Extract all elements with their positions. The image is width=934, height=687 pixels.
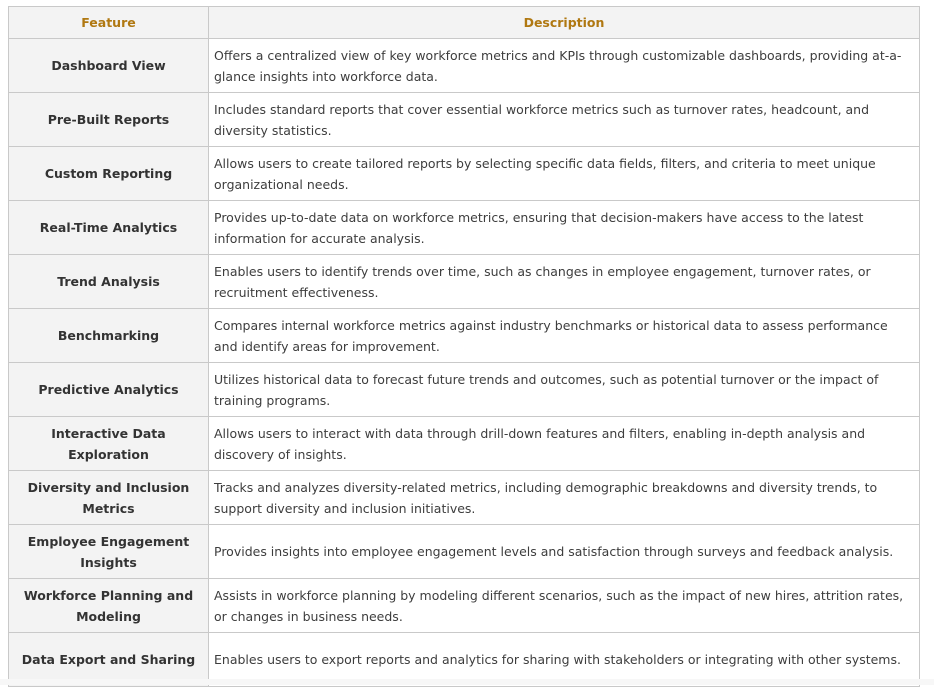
description-cell: Enables users to export reports and analytics for sharing with stakeholders or integrating with other systems. — [209, 633, 920, 687]
features-table — [8, 6, 920, 687]
feature-cell: Real-Time Analytics — [9, 201, 209, 255]
description-cell: Tracks and analyzes diversity-related metrics, including demographic breakdowns and diversity trends, to support diversity and inclusion initiatives. — [209, 471, 920, 525]
description-cell: Utilizes historical data to forecast future trends and outcomes, such as potential turnover or the impact of training programs. — [209, 363, 920, 417]
feature-cell: Workforce Planning and Modeling — [9, 579, 209, 633]
table-row — [9, 201, 920, 255]
description-cell: Provides insights into employee engagement levels and satisfaction through surveys and feedback analysis. — [209, 525, 920, 579]
description-cell: Allows users to interact with data through drill-down features and filters, enabling in-depth analysis and discovery of insights. — [209, 417, 920, 471]
table-row — [9, 255, 920, 309]
description-cell: Provides up-to-date data on workforce metrics, ensuring that decision-makers have access to the latest information for accurate analysis. — [209, 201, 920, 255]
table-row — [9, 93, 920, 147]
feature-column-header: Feature — [9, 7, 209, 39]
table-header-row — [9, 7, 920, 39]
description-cell: Assists in workforce planning by modeling different scenarios, such as the impact of new hires, attrition rates, or changes in business needs. — [209, 579, 920, 633]
feature-cell: Benchmarking — [9, 309, 209, 363]
table-row — [9, 471, 920, 525]
feature-cell: Pre-Built Reports — [9, 93, 209, 147]
feature-cell: Trend Analysis — [9, 255, 209, 309]
description-cell: Compares internal workforce metrics against industry benchmarks or historical data to assess performance and identify areas for improvement. — [209, 309, 920, 363]
table-row — [9, 363, 920, 417]
table-row — [9, 417, 920, 471]
description-column-header: Description — [209, 7, 920, 39]
feature-cell: Predictive Analytics — [9, 363, 209, 417]
feature-cell: Diversity and Inclusion Metrics — [9, 471, 209, 525]
table-row — [9, 309, 920, 363]
features-table-container — [8, 6, 919, 687]
description-cell: Includes standard reports that cover essential workforce metrics such as turnover rates, headcount, and diversity statistics. — [209, 93, 920, 147]
table-row — [9, 39, 920, 93]
table-row — [9, 525, 920, 579]
feature-cell: Dashboard View — [9, 39, 209, 93]
feature-cell: Interactive Data Exploration — [9, 417, 209, 471]
feature-cell: Custom Reporting — [9, 147, 209, 201]
table-row — [9, 147, 920, 201]
page-bottom-strip — [0, 679, 934, 685]
description-cell: Offers a centralized view of key workforce metrics and KPIs through customizable dashboards, providing at-a-glance insights into workforce data. — [209, 39, 920, 93]
description-cell: Allows users to create tailored reports by selecting specific data fields, filters, and criteria to meet unique organizational needs. — [209, 147, 920, 201]
feature-cell: Data Export and Sharing — [9, 633, 209, 687]
description-cell: Enables users to identify trends over time, such as changes in employee engagement, turnover rates, or recruitment effectiveness. — [209, 255, 920, 309]
feature-cell: Employee Engagement Insights — [9, 525, 209, 579]
table-row — [9, 579, 920, 633]
